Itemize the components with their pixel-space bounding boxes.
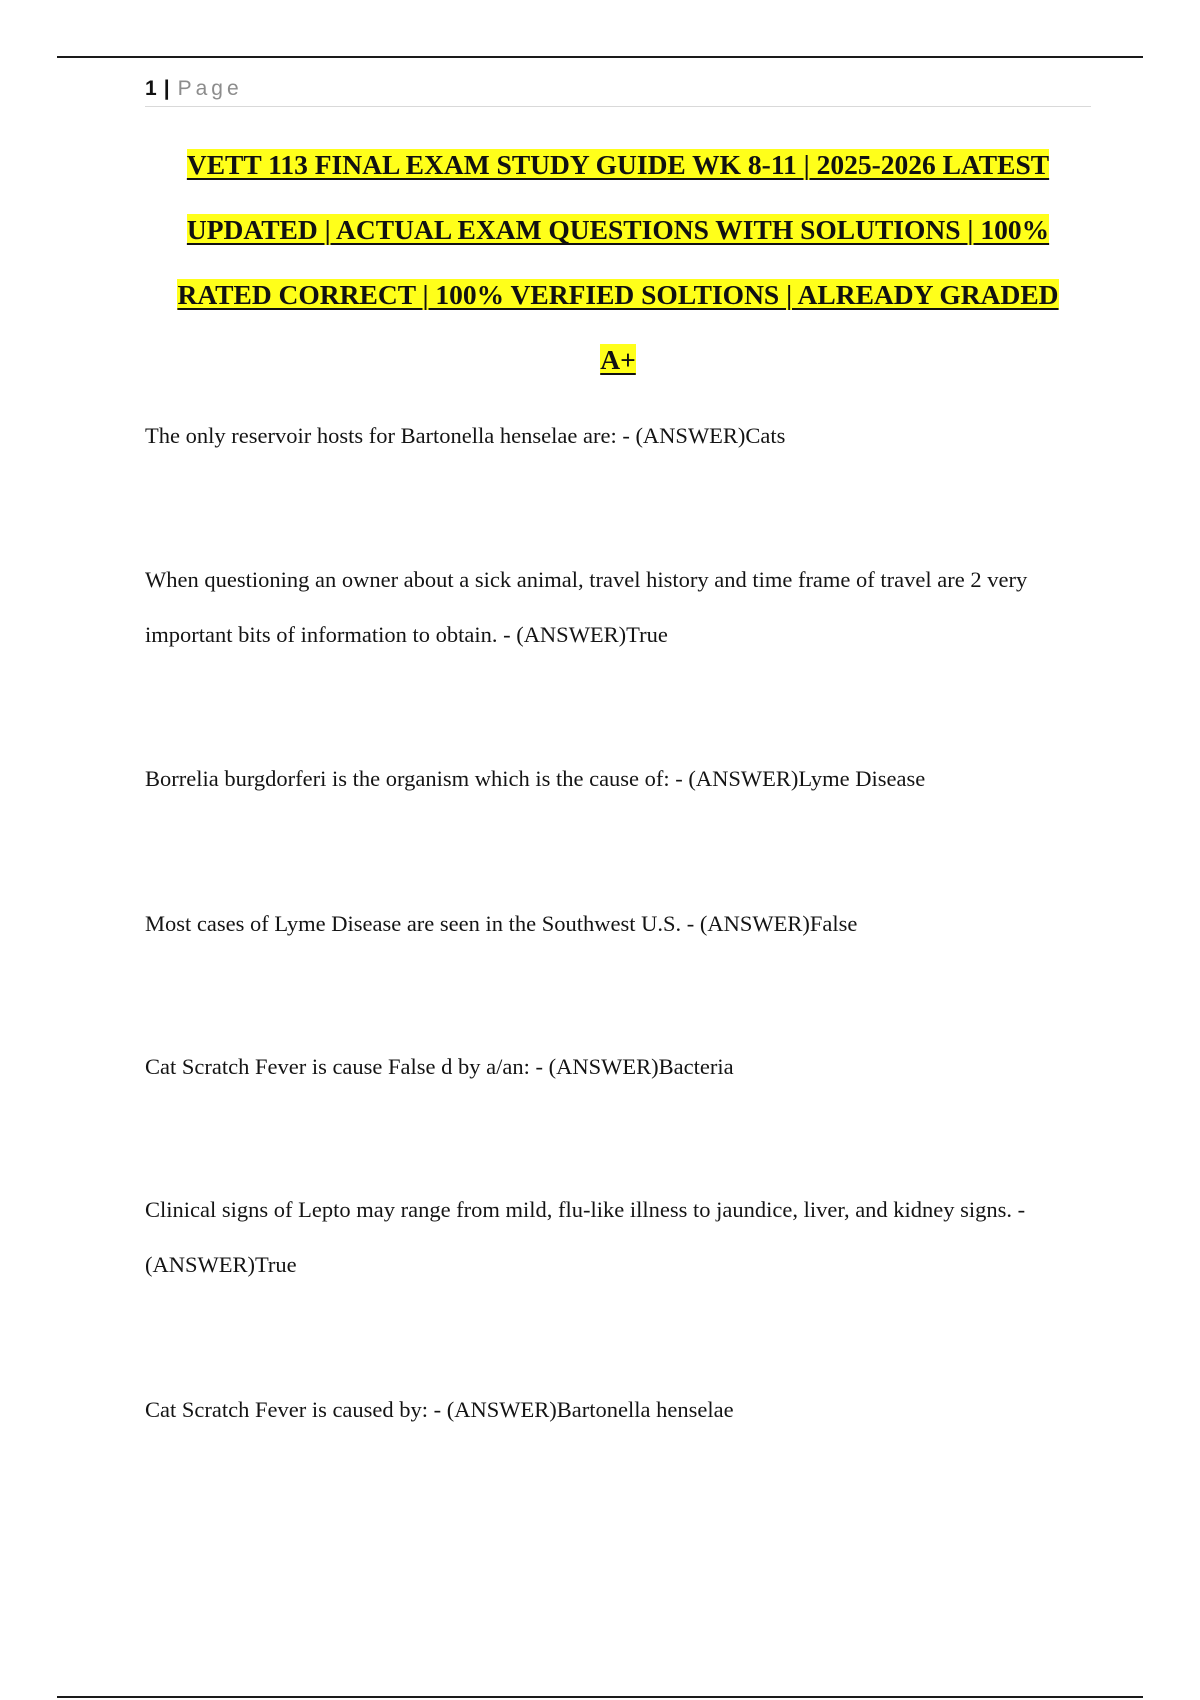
question-item: The only reservoir hosts for Bartonella henselae are: - (ANSWER)Cats (145, 423, 786, 448)
title-line: VETT 113 FINAL EXAM STUDY GUIDE WK 8-11 | 2025-2026 LATEST (186, 149, 1050, 180)
document-title (145, 132, 1091, 392)
question-item: Most cases of Lyme Disease are seen in the Southwest U.S. - (ANSWER)False (145, 911, 858, 936)
bottom-rule (57, 1696, 1143, 1698)
title-line: A+ (600, 344, 636, 375)
question-item: Cat Scratch Fever is cause False d by a/an: - (ANSWER)Bacteria (145, 1054, 734, 1079)
title-line: RATED CORRECT | 100% VERFIED SOLTIONS | ALREADY GRADED (177, 279, 1059, 310)
question-item: Borrelia burgdorferi is the organism which is the cause of: - (ANSWER)Lyme Disease (145, 766, 926, 791)
question-item: When questioning an owner about a sick animal, travel history and time frame of travel are 2 very important bits of information to obtain. - (ANSWER)True (145, 567, 1028, 647)
page-separator: | (163, 77, 170, 100)
question-item: Cat Scratch Fever is caused by: - (ANSWER)Bartonella henselae (145, 1397, 734, 1422)
page-header (145, 72, 1091, 107)
page-number: 1 (145, 77, 157, 100)
page-label: Page (177, 77, 243, 100)
top-rule (57, 56, 1143, 58)
title-line: UPDATED | ACTUAL EXAM QUESTIONS WITH SOLUTIONS | 100% (186, 214, 1050, 245)
question-item: Clinical signs of Lepto may range from mild, flu-like illness to jaundice, liver, and kidney signs. - (ANSWER)True (145, 1197, 1026, 1277)
